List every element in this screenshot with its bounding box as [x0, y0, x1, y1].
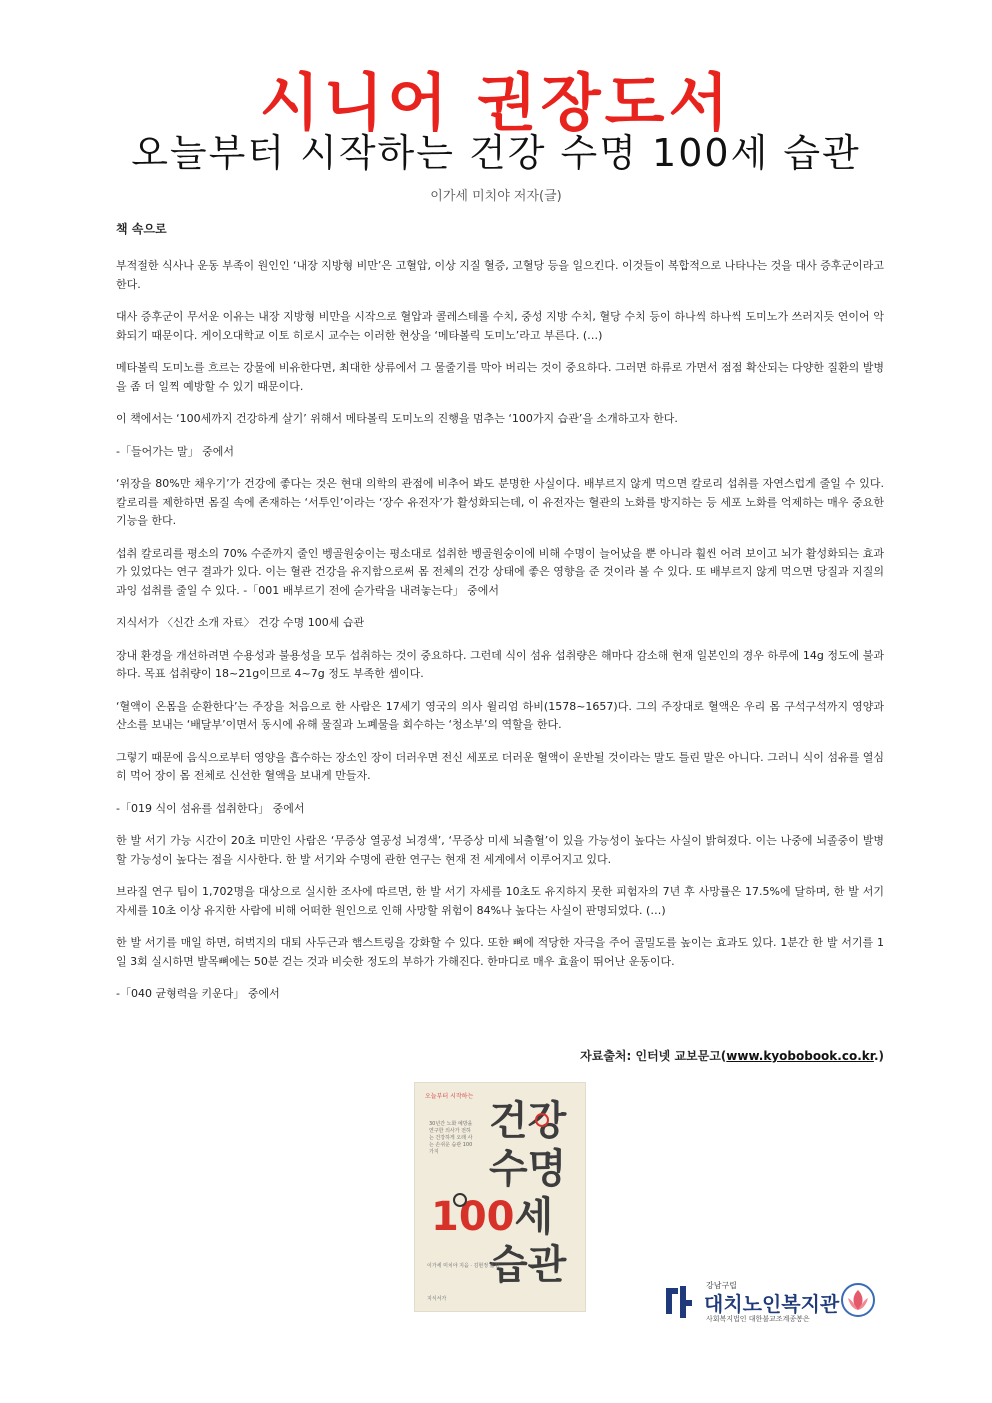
source-label: 자료출처: 인터넷 교보문고(	[580, 1049, 727, 1063]
cover-publisher: 지식서가	[427, 1296, 447, 1302]
logo-region: 강남구립	[706, 1281, 737, 1290]
document-title: 시니어 권장도서	[259, 66, 733, 139]
cover-title-line: 건강	[489, 1098, 567, 1144]
logo-operator: 사회복지법인 대한불교조계종봉은	[706, 1315, 810, 1323]
paragraph: 이 책에서는 ‘100세까지 건강하게 살기’ 위해서 메타볼릭 도미노의 진행을 멈추는 ‘100가지 습관’을 소개하고자 한다.	[116, 412, 678, 425]
book-title: 오늘부터 시작하는 건강 수명 100세 습관	[131, 131, 861, 175]
paragraph: 그렇기 때문에 음식으로부터 영양을 흡수하는 장소인 장이 더러우면 전신 세포로 더러운 혈액이 운반될 것이라는 말도 틀린 말은 아니다. 그러니 식이 섬유를 열심히 먹어 장이 몸 전체로 신선한 혈액을 보내게 만들자.	[116, 750, 885, 782]
paragraph: ‘혈액이 온몸을 순환한다’는 주장을 처음으로 한 사람은 17세기 영국의 의사 윌리엄 하비(1578~1657)다. 그의 주장대로 혈액은 우리 몸 구석구석까지 영양과 산소를 보내는 ‘배달부’이면서 동시에 유해 물질과 노폐물을 회수하는 ‘청소부’의 역할을 한다.	[116, 699, 884, 731]
paragraph: 한 발 서기 가능 시간이 20초 미만인 사람은 ‘무증상 열공성 뇌경색’, ‘무증상 미세 뇌출혈’이 있을 가능성이 높다는 사실이 밝혀졌다. 이는 나중에 뇌졸중이 발병할 가능성이 높다는 점을 시사한다. 한 발 서기와 수명에 관한 연구는 현재 전 세계에서 이루어지고 있다.	[116, 834, 884, 866]
paragraph: 한 발 서기를 매일 하면, 허벅지의 대퇴 사두근과 햄스트링을 강화할 수 있다. 또한 뼈에 적당한 자극을 주어 골밀도를 높이는 효과도 있다. 1분간 한 발 서기를 1일 3회 실시하면 발목뼈에는 50분 걷는 것과 비슷한 정도의 부하가 가해진다. 한마디로 매우 효율이 뛰어난 운동이다.	[116, 936, 884, 968]
section-heading: 책 속으로	[116, 222, 167, 236]
citation: -「040 균형력을 키운다」 중에서	[116, 987, 280, 1000]
institution-logo	[664, 1278, 878, 1328]
citation: -「019 식이 섬유를 섭취한다」 중에서	[116, 801, 305, 815]
paragraph: 메타볼릭 도미노를 흐르는 강물에 비유한다면, 최대한 상류에서 그 물줄기를 막아 버리는 것이 중요하다. 그러면 하류로 가면서 점점 확산되는 다양한 질환의 발병을 좀 더 일찍 예방할 수 있기 때문이다.	[116, 361, 884, 393]
source-suffix: .)	[873, 1049, 884, 1063]
book-cover-image	[414, 1082, 586, 1312]
cover-figure-icon	[453, 1193, 467, 1207]
cover-title-line: 수명	[489, 1146, 567, 1192]
paragraph: 장내 환경을 개선하려면 수용성과 불용성을 모두 섭취하는 것이 중요하다. 그런데 식이 섬유 섭취량은 해마다 감소해 현재 일본인의 경우 하루에 14g 정도에 불과하다. 목표 섭취량이 18~21g이므로 4~7g 정도 부족한 셈이다.	[116, 648, 884, 680]
paragraph: 브라질 연구 팀이 1,702명을 대상으로 실시한 조사에 따르면, 한 발 서기 자세를 10초도 유지하지 못한 피험자의 7년 후 사망률은 17.5%에 달하며, 한 발 서기 자세를 10초 이상 유지한 사람에 비해 어떠한 원인으로 인해 사망할 위험이 84%나 높다는 사실이 판명되었다. (…)	[116, 885, 884, 917]
cover-figure-icon	[535, 1113, 549, 1127]
citation: 지식서가 〈신간 소개 자료〉 건강 수명 100세 습관	[116, 616, 365, 629]
citation: -「들어가는 말」 중에서	[116, 444, 234, 458]
book-author: 이가세 미치야 저자(글)	[430, 189, 562, 204]
cover-tagline: 오늘부터 시작하는	[425, 1093, 474, 1100]
source-link[interactable]: www.kyobobook.co.kr	[726, 1049, 874, 1063]
lotus-icon	[840, 1282, 876, 1318]
paragraph: 섭취 칼로리를 평소의 70% 수준까지 줄인 벵골원숭이는 평소대로 섭취한 벵골원숭이에 비해 수명이 늘어났을 뿐 아니라 훨씬 어려 보이고 뇌가 활성화되는 효과가 있었다는 연구 결과가 있다. 이는 혈관 건강을 유지함으로써 몸 전체의 건강 상태에 좋은 영향을 준 것이라 볼 수 있다. 또 배부르지 않게 먹으면 당질과 지질의 과잉 섭취를 줄일 수 있다. -「001 배부르기 전에 숟가락을 내려놓는다」 중에서	[116, 546, 884, 597]
cover-title-line: 100세	[431, 1194, 554, 1240]
logo-name: 대치노인복지관	[704, 1292, 840, 1316]
logo-mark-icon	[664, 1282, 694, 1320]
cover-title-line: 습관	[489, 1242, 567, 1288]
paragraph: ‘위장을 80%만 채우기’가 건강에 좋다는 것은 현대 의학의 관점에 비추어 봐도 분명한 사실이다. 배부르지 않게 먹으면 칼로리 섭취를 자연스럽게 줄일 수 있다. 칼로리를 제한하면 몸질 속에 존재하는 ‘서투인’이라는 ‘장수 유전자’가 활성화되는데, 이 유전자는 혈관의 노화를 방지하는 등 세포 노화를 억제하는 매우 중요한 기능을 한다.	[116, 477, 884, 527]
paragraph: 부적절한 식사나 운동 부족이 원인인 ‘내장 지방형 비만’은 고혈압, 이상 지질 혈증, 고혈당 등을 일으킨다. 이것들이 복합적으로 나타나는 것을 대사 증후군이라고 한다.	[116, 259, 884, 291]
source-credit	[580, 1047, 884, 1064]
paragraph: 대사 증후군이 무서운 이유는 내장 지방형 비만을 시작으로 혈압과 콜레스테롤 수치, 중성 지방 수치, 혈당 수치 등이 하나씩 하나씩 도미노가 쓰러지듯 연이어 악화되기 때문이다. 게이오대학교 이토 히로시 교수는 이러한 현상을 ‘메타볼릭 도미노’라고 부른다. (…)	[116, 310, 884, 342]
cover-author: 이가세 미치야 지음 · 김현정 옮김	[427, 1263, 500, 1269]
book-excerpt	[116, 220, 884, 1018]
cover-side-text: 30년간 노화 예방을 연구한 의사가 전하는 건강하게 오래 사는 손쉬운 습관 100가지	[429, 1121, 473, 1155]
